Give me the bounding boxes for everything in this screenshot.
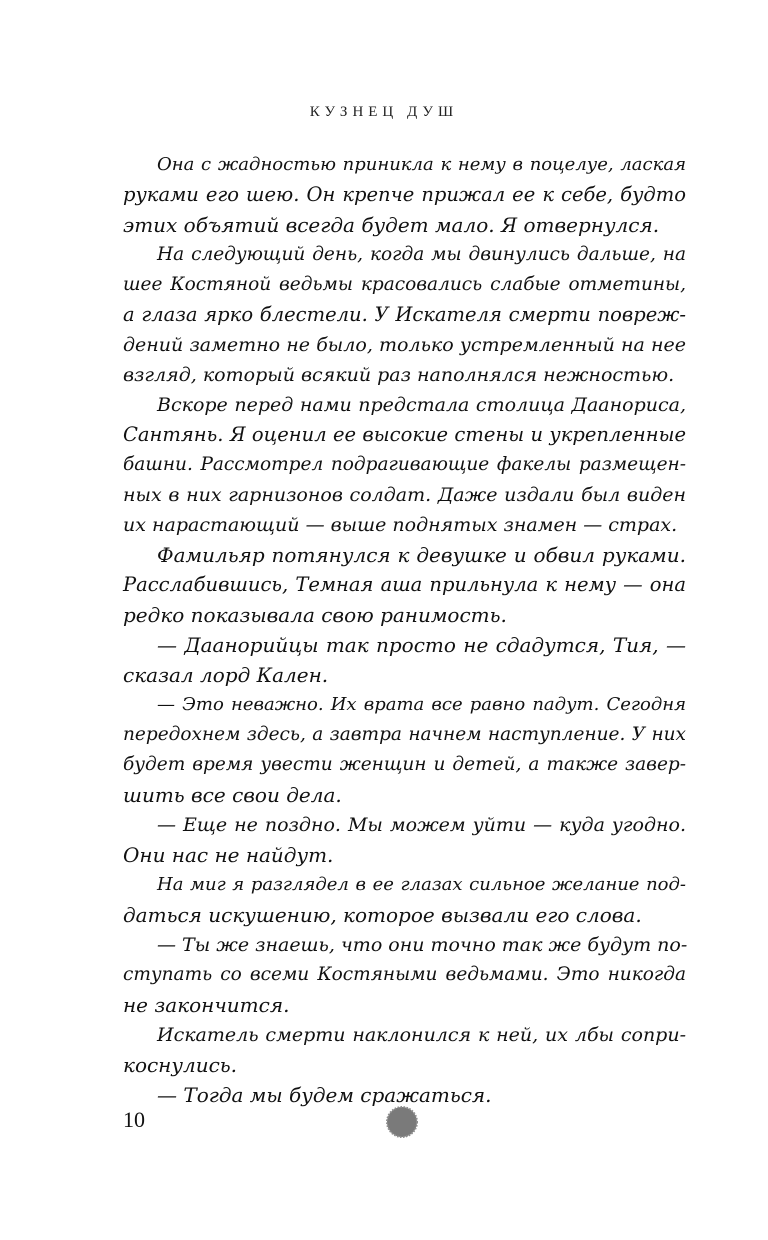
text-line: ных в них гарнизонов солдат. Даже издали был виден bbox=[123, 484, 686, 506]
text-line: а глаза ярко блестели. У Искателя смерти повреж- bbox=[123, 303, 686, 326]
text-line: шить все свои дела. bbox=[123, 783, 342, 807]
text-line: ступать со всеми Костяными ведьмами. Это никогда bbox=[123, 964, 686, 985]
text-line: На следующий день, когда мы двинулись дальше, на bbox=[157, 244, 686, 265]
text-line: башни. Рассмотрел подрагивающие факелы размещен- bbox=[123, 454, 686, 475]
text-line: дений заметно не было, только устремленный на нее bbox=[123, 334, 686, 356]
text-line: Они нас не найдут. bbox=[123, 843, 334, 867]
text-line: коснулись. bbox=[123, 1053, 238, 1077]
text-line: шее Костяной ведьмы красовались слабые отметины, bbox=[123, 274, 686, 295]
text-line: руками его шею. Он крепче прижал ее к себе, будто bbox=[123, 183, 686, 206]
text-line: Расслабившись, Темная аша прильнула к нему — она bbox=[123, 573, 686, 596]
text-line: Искатель смерти наклонился к ней, их лбы сопри- bbox=[157, 1024, 686, 1046]
text-line: Фамильяр потянулся к девушке и обвил руками. bbox=[157, 543, 686, 567]
text-line: взгляд, который всякий раз наполнялся нежностью. bbox=[123, 364, 675, 386]
text-line: даться искушению, которое вызвали его слова. bbox=[123, 903, 642, 927]
text-line: будет время увести женщин и детей, а также завер- bbox=[123, 754, 686, 775]
text-line: не закончится. bbox=[123, 993, 290, 1017]
body-text bbox=[123, 150, 686, 1110]
text-line: передохнем здесь, а завтра начнем наступление. У них bbox=[123, 724, 686, 745]
text-line: сказал лорд Кален. bbox=[123, 663, 329, 687]
running-header: КУЗНЕЦ ДУШ bbox=[309, 104, 459, 120]
page-number: 10 bbox=[123, 1107, 145, 1132]
text-line: — Тогда мы будем сражаться. bbox=[157, 1083, 492, 1107]
text-line: На миг я разглядел в ее глазах сильное желание под- bbox=[157, 874, 686, 895]
gray-medallion-icon bbox=[385, 1105, 419, 1139]
text-line: — Даанорийцы так просто не сдадутся, Тия, — bbox=[157, 633, 686, 657]
text-line: этих объятий всегда будет мало. Я отвернулся. bbox=[123, 213, 660, 237]
text-line: — Это неважно. Их врата все равно падут. Сегодня bbox=[157, 694, 686, 715]
text-line: Сантянь. Я оценил ее высокие стены и укрепленные bbox=[123, 423, 686, 446]
text-line: Вскоре перед нами предстала столица Даанориса, bbox=[157, 394, 686, 416]
text-line: — Ты же знаешь, что они точно так же будут по- bbox=[157, 934, 688, 956]
text-line: Она с жадностью приникла к нему в поцелуе, лаская bbox=[157, 154, 686, 175]
text-line: редко показывала свою ранимость. bbox=[123, 603, 507, 627]
text-line: — Еще не поздно. Мы можем уйти — куда угодно. bbox=[157, 814, 686, 836]
text-line: их нарастающий — выше поднятых знамен — страх. bbox=[123, 514, 678, 536]
